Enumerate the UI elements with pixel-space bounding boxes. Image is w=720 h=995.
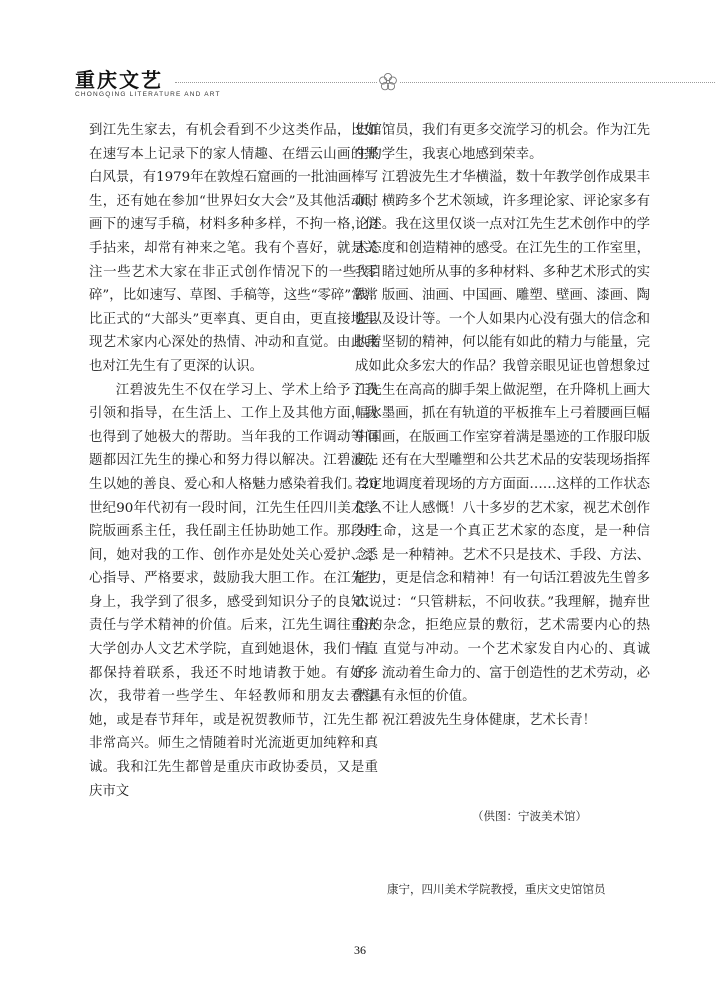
paragraph: 江碧波先生才华横溢，数十年教学创作成果丰硕，横跨多个艺术领域，许多理论家、评论家多有论述。我在这里仅谈一点对江先生艺术创作中的学术态度和创造精神的感受。在江先生的工作室里，我目睹过她所从事的多种材料、多种艺术形式的实践：版画、油画、中国画、雕塑、壁画、漆画、陶瓷以及设计等。一个人如果内心没有强大的信念和执着坚韧的精神，何以能有如此的精力与能量，完成如此众多宏大的作品？我曾亲眼见证也曾想象过江先生在高高的脚手架上做泥塑，在升降机上画大幅水墨画，抓在有轨道的平板推车上弓着腰画巨幅中国画，在版画工作室穿着满是墨迹的工作服印版画，还有在大型雕塑和公共艺术品的安装现场指挥若定地调度着现场的方方面面……这样的工作状态怎么不让人感慨！八十多岁的艺术家，视艺术创作为生命，这是一个真正艺术家的态度，是一种信念，是一种精神。艺术不只是技术、手段、方法、能力，更是信念和精神！有一句话江碧波先生曾多次说过：“只管耕耘，不问收获。”我理解，抛弃世俗的杂念，拒绝应景的敷衍，艺术需要内心的热情、直觉与冲动。一个艺术家发自内心的、真诚的、流动着生命力的、富于创造性的艺术劳动，必然具有永恒的价值。 bbox=[355, 170, 650, 705]
paragraph: 到江先生家去，有机会看到不少这类作品，比如在速写本上记录下的家人情趣、在缙云山画的黑白风景，有1979年在敦煌石窟画的一批油画棒写生，还有她在参加“世界妇女大会”及其他活动时画下的速写手稿，材料多种多样，不拘一格，信手拈来，却常有神来之笔。我有个喜好，就是关注一些艺术大家在非正式创作情况下的一些“零碎”，比如速写、草图、手稿等，这些“零碎”常常比正式的“大部头”更率真、更自由，更直接地呈现艺术家内心深处的热情、冲动和直觉。由此我也对江先生有了更深的认识。 bbox=[89, 123, 378, 374]
header-divider bbox=[175, 82, 715, 83]
article-left-column bbox=[89, 119, 378, 803]
magazine-logo-english: CHONGQING LITERATURE AND ART bbox=[75, 91, 221, 98]
page-header bbox=[75, 62, 715, 102]
flower-ornament-icon bbox=[377, 71, 399, 93]
author-signature: 康宁，四川美术学院教授，重庆文史馆馆员 bbox=[387, 882, 606, 896]
paragraph: 江碧波先生不仅在学习上、学术上给予了我引领和指导，在生活上、工作上及其他方面，我也得到了她极大的帮助。当年我的工作调动等问题都因江先生的操心和努力得以解决。江碧波先生以她的善良、爱心和人格魅力感染着我们。20世纪90年代初有一段时间，江先生任四川美术学院版画系主任，我任副主任协助她工作。那段时间，她对我的工作、创作亦是处处关心爱护、悉心指导、严格要求，鼓励我大胆工作。在江先生身上，我学到了很多，感受到知识分子的良知、责任与学术精神的价值。后来，江先生调往重庆大学创办人文艺术学院，直到她退休，我们一直都保持着联系，我还不时地请教于她。有好多次，我带着一些学生、年轻教师和朋友去看望她，或是春节拜年，或是祝贺教师节，江先生都非常高兴。师生之情随着时光流逝更加纯粹和真诚。我和江先生都曾是重庆市政协委员，又是重庆市文 bbox=[89, 382, 378, 799]
article-right-column bbox=[355, 119, 650, 732]
paragraph: 史馆馆员，我们有更多交流学习的机会。作为江先生的学生，我衷心地感到荣幸。 bbox=[355, 123, 650, 162]
image-credit: （供图：宁波美术馆） bbox=[472, 809, 587, 823]
closing-wish: 祝江碧波先生身体健康，艺术长青！ bbox=[381, 712, 597, 728]
page-number: 36 bbox=[354, 943, 366, 957]
magazine-logo: 重庆文艺 bbox=[75, 68, 163, 92]
